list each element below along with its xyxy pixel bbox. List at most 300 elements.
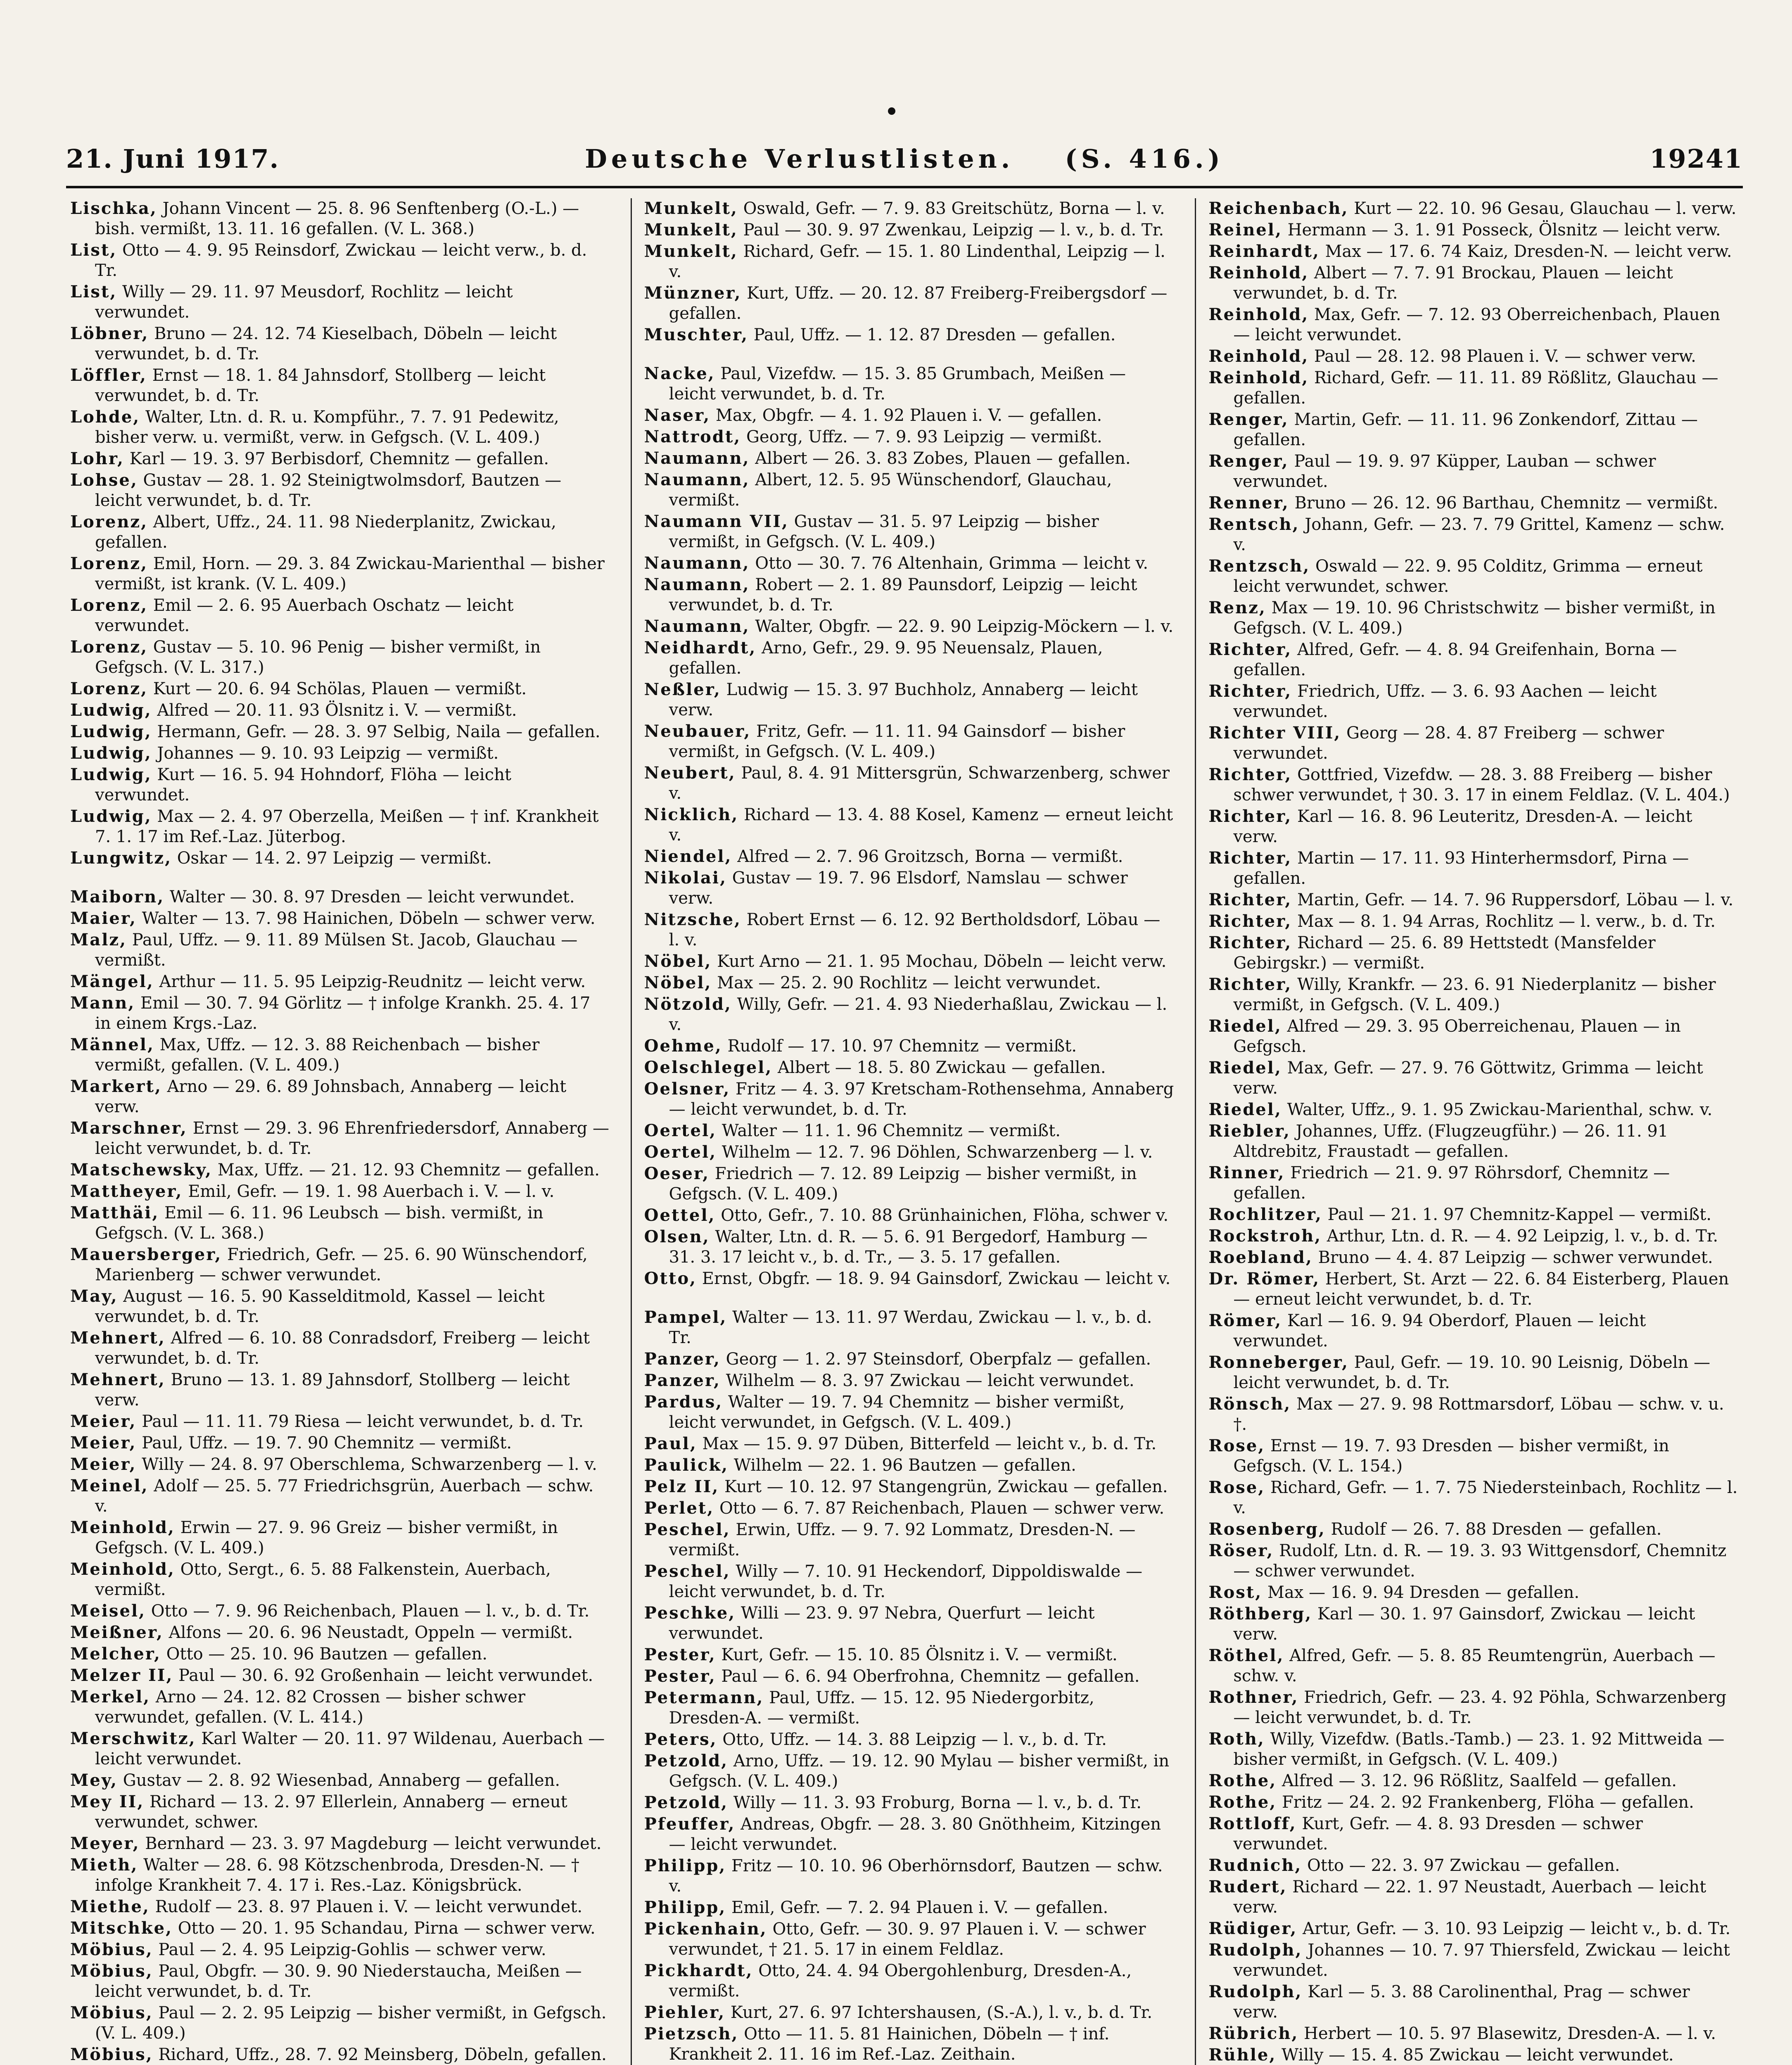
casualty-entry	[70, 743, 610, 764]
casualty-entry	[644, 1814, 1175, 1855]
casualty-entry	[1208, 556, 1739, 597]
casualty-entry	[1208, 1940, 1739, 1981]
casualty-entry	[644, 1961, 1175, 2001]
casualty-entry	[70, 1644, 610, 1664]
entry-surname: Meyer,	[70, 1834, 140, 1853]
entry-details: Erwin — 27. 9. 96 Greiz — bisher vermißt, in Gefgsch. (V. L. 409.)	[95, 1518, 558, 1557]
entry-surname: Panzer,	[644, 1371, 721, 1390]
entry-surname: Ludwig,	[70, 743, 152, 763]
casualty-entry	[1208, 263, 1739, 304]
issue-date: 21. Juni 1917.	[66, 144, 280, 174]
entry-surname: Mauersberger,	[70, 1245, 222, 1264]
entry-surname: Miethe,	[70, 1897, 150, 1916]
entry-details: Alfred — 20. 11. 93 Ölsnitz i. V. — vermißt.	[157, 701, 517, 720]
entry-surname: Meinel,	[70, 1476, 149, 1495]
entry-details: Willy — 29. 11. 97 Meusdorf, Rochlitz — leicht verwundet.	[95, 282, 513, 322]
casualty-entry	[644, 1227, 1175, 1267]
casualty-entry	[1208, 1982, 1739, 2022]
casualty-entry	[644, 1370, 1175, 1391]
entry-details: Artur, Gefr. — 3. 10. 93 Leipzig — leicht v., b. d. Tr.	[1303, 1919, 1731, 1938]
casualty-entry	[70, 1286, 610, 1327]
entry-details: Oskar — 14. 2. 97 Leipzig — vermißt.	[177, 849, 492, 868]
casualty-entry	[1208, 1269, 1739, 1310]
casualty-entry	[1208, 1604, 1739, 1645]
section-gap	[70, 869, 610, 887]
entry-surname: Männel,	[70, 1035, 154, 1054]
entry-details: Alfred — 3. 12. 96 Rößlitz, Saalfeld — gefallen.	[1282, 1771, 1677, 1790]
entry-details: Johannes, Uffz. (Flugzeugführ.) — 26. 11. 91 Altdrebitz, Fraustadt — gefallen.	[1233, 1122, 1669, 1161]
casualty-entry	[70, 1559, 610, 1600]
casualty-entry	[1208, 1855, 1739, 1876]
entry-surname: Oehme,	[644, 1036, 722, 1056]
casualty-entry	[644, 574, 1175, 615]
entry-surname: Riedel,	[1208, 1058, 1282, 1078]
entry-details: Kurt — 20. 6. 94 Schölas, Plauen — vermißt.	[153, 679, 527, 698]
entry-surname: Riebler,	[1208, 1121, 1291, 1141]
entry-details: Karl — 16. 8. 96 Leuteritz, Dresden-A. — leicht verw.	[1233, 807, 1692, 846]
entry-surname: Pelz II,	[644, 1477, 719, 1496]
casualty-entry	[70, 848, 610, 869]
casualty-entry	[70, 1411, 610, 1432]
entry-details: Willy — 7. 10. 91 Heckendorf, Dippoldiswalde — leicht verwundet, b. d. Tr.	[669, 1562, 1142, 1601]
casualty-entry	[644, 868, 1175, 909]
entry-surname: Reinhardt,	[1208, 242, 1320, 261]
entry-surname: Naumann,	[644, 553, 750, 573]
entry-surname: Ludwig,	[70, 807, 152, 826]
entry-surname: Riedel,	[1208, 1100, 1282, 1119]
entry-surname: Röser,	[1208, 1541, 1274, 1560]
casualty-entry	[70, 1792, 610, 1832]
entry-surname: Pester,	[644, 1645, 716, 1664]
entry-surname: Rockstroh,	[1208, 1226, 1322, 1246]
entry-details: Max, Obgfr. — 4. 1. 92 Plauen i. V. — gefallen.	[715, 406, 1102, 425]
entry-surname: Panzer,	[644, 1349, 721, 1369]
entry-surname: Neßler,	[644, 680, 721, 699]
entry-details: Paul — 19. 9. 97 Küpper, Lauban — schwer verwundet.	[1233, 452, 1656, 491]
entry-details: Kurt — 10. 12. 97 Stangengrün, Zwickau — gefallen.	[724, 1477, 1168, 1496]
entry-surname: Merschwitz,	[70, 1729, 196, 1748]
casualty-entry	[1208, 493, 1739, 513]
entry-details: Otto — 25. 10. 96 Bautzen — gefallen.	[166, 1645, 488, 1664]
entry-details: Willy — 15. 4. 85 Zwickau — leicht verwundet.	[1282, 2046, 1674, 2065]
entry-surname: Rönsch,	[1208, 1394, 1291, 1414]
casualty-entry	[1208, 2045, 1739, 2065]
entry-surname: Neubert,	[644, 763, 736, 783]
casualty-entry	[1208, 1121, 1739, 1162]
entry-details: Otto, 24. 4. 94 Obergohlenburg, Dresden-A., vermißt.	[669, 1961, 1132, 2001]
casualty-entry	[644, 1688, 1175, 1728]
casualty-entry	[1208, 1519, 1739, 1540]
entry-details: Bruno — 13. 1. 89 Jahnsdorf, Stollberg — leicht verw.	[95, 1370, 570, 1410]
casualty-entry	[644, 679, 1175, 720]
entry-details: Max — 27. 9. 98 Rottmarsdorf, Löbau — schw. v. u. †.	[1233, 1395, 1724, 1434]
entry-details: Otto, Gefr., 7. 10. 88 Grünhainichen, Flöha, schwer v.	[721, 1206, 1169, 1225]
casualty-entry	[644, 721, 1175, 762]
entry-surname: Renger,	[1208, 451, 1289, 471]
entry-details: Hermann — 3. 1. 91 Posseck, Ölsnitz — leicht verw.	[1287, 221, 1721, 240]
entry-surname: Naser,	[644, 406, 711, 425]
entry-details: Ernst — 29. 3. 96 Ehrenfriedersdorf, Annaberg — leicht verwundet, b. d. Tr.	[95, 1119, 609, 1158]
casualty-entry	[644, 1666, 1175, 1687]
entry-details: August — 16. 5. 90 Kasselditmold, Kassel — leicht verwundet, b. d. Tr.	[95, 1287, 545, 1326]
entry-details: Oswald — 22. 9. 95 Colditz, Grimma — erneut leicht verwundet, schwer.	[1233, 557, 1703, 596]
entry-surname: Pickenhain,	[644, 1919, 767, 1939]
casualty-entry	[644, 1645, 1175, 1665]
casualty-entry	[70, 1687, 610, 1728]
casualty-entry	[70, 971, 610, 992]
casualty-entry	[1208, 198, 1739, 219]
entry-surname: Ludwig,	[70, 700, 152, 720]
entry-details: Max — 16. 9. 94 Dresden — gefallen.	[1267, 1583, 1580, 1602]
casualty-entry	[1208, 1436, 1739, 1476]
entry-details: Herbert, St. Arzt — 22. 6. 84 Eisterberg, Plauen — erneut leicht verwundet, b. d. Tr.	[1233, 1270, 1729, 1309]
casualty-entry	[1208, 1792, 1739, 1813]
entry-surname: Richter,	[1208, 765, 1292, 784]
entry-surname: Oelsner,	[644, 1079, 731, 1099]
casualty-entry	[70, 1939, 610, 1960]
entry-details: Oswald, Gefr. — 7. 9. 83 Greitschütz, Borna — l. v.	[743, 199, 1165, 218]
casualty-entry	[644, 1729, 1175, 1750]
entry-surname: Röthel,	[1208, 1646, 1284, 1665]
casualty-entry	[644, 1163, 1175, 1204]
entry-details: Wilhelm — 8. 3. 97 Zwickau — leicht verwundet.	[726, 1371, 1135, 1390]
entry-surname: Maiborn,	[70, 887, 165, 907]
entry-details: Arthur — 11. 5. 95 Leipzig-Reudnitz — leicht verw.	[159, 972, 586, 991]
casualty-entry	[1208, 723, 1739, 764]
entry-details: Karl — 5. 3. 88 Carolinenthal, Prag — schwer verw.	[1233, 1982, 1690, 2022]
entry-details: Kurt, Gefr. — 4. 8. 93 Dresden — schwer verwundet.	[1233, 1814, 1643, 1854]
column-right	[1195, 198, 1743, 2065]
casualty-entry	[644, 1057, 1175, 1078]
entry-details: Kurt Arno — 21. 1. 95 Mochau, Döbeln — leicht verw.	[717, 952, 1167, 971]
entry-surname: Meier,	[70, 1412, 137, 1431]
entry-details: Johann Vincent — 25. 8. 96 Senftenberg (O.-L.) — bish. vermißt, 13. 11. 16 gefallen. (V. L. 368.)	[95, 199, 579, 238]
entry-surname: Petermann,	[644, 1688, 764, 1707]
entry-surname: Mitschke,	[70, 1918, 173, 1938]
casualty-entry	[644, 283, 1175, 324]
casualty-entry	[70, 1601, 610, 1621]
entry-surname: Reinhold,	[1208, 305, 1309, 324]
entry-details: Wilhelm — 22. 1. 96 Bautzen — gefallen.	[733, 1456, 1076, 1475]
entry-surname: Möbius,	[70, 2045, 153, 2064]
entry-details: Otto — 11. 5. 81 Hainichen, Döbeln — † inf. Krankheit 2. 11. 16 im Ref.-Laz. Zeithain.	[669, 2025, 1110, 2064]
entry-details: Ludwig — 15. 3. 97 Buchholz, Annaberg — leicht verw.	[669, 680, 1138, 719]
casualty-entry	[1208, 1099, 1739, 1120]
casualty-entry	[70, 1454, 610, 1475]
entry-details: Albert, Uffz., 24. 11. 98 Niederplanitz, Zwickau, gefallen.	[95, 513, 557, 552]
entry-details: Paul — 30. 6. 92 Großenhain — leicht verwundet.	[178, 1666, 593, 1685]
entry-surname: Marschner,	[70, 1118, 188, 1138]
entry-details: Emil — 6. 11. 96 Leubsch — bish. vermißt, in Gefgsch. (V. L. 368.)	[95, 1203, 544, 1243]
casualty-entry	[644, 1751, 1175, 1792]
entry-surname: Philipp,	[644, 1856, 726, 1875]
entry-surname: Löbner,	[70, 324, 149, 343]
entry-surname: Nattrodt,	[644, 427, 741, 446]
entry-surname: Rinner,	[1208, 1163, 1285, 1182]
page-header	[66, 136, 1743, 188]
entry-surname: Nikolai,	[644, 868, 727, 888]
casualty-entry	[70, 722, 610, 742]
entry-details: Alfred — 29. 3. 95 Oberreichenau, Plauen — in Gefgsch.	[1233, 1017, 1681, 1056]
entry-surname: Matschewsky,	[70, 1160, 213, 1180]
entry-surname: Matthäi,	[70, 1203, 159, 1222]
casualty-entry	[70, 449, 610, 469]
entry-surname: Rudolph,	[1208, 1982, 1303, 2001]
entry-surname: Oettel,	[644, 1206, 716, 1225]
casualty-entry	[644, 1498, 1175, 1519]
entry-surname: Reinel,	[1208, 220, 1282, 240]
entry-surname: Röthberg,	[1208, 1604, 1313, 1624]
entry-details: Max — 19. 10. 96 Christschwitz — bisher vermißt, in Gefgsch. (V. L. 409.)	[1233, 598, 1716, 638]
entry-surname: Richter,	[1208, 933, 1292, 952]
entry-surname: Renner,	[1208, 493, 1289, 513]
entry-details: Friedrich, Gefr. — 23. 4. 92 Pöhla, Schwarzenberg — leicht verwundet, b. d. Tr.	[1233, 1688, 1727, 1727]
casualty-entry	[70, 282, 610, 323]
casualty-entry	[70, 1160, 610, 1180]
entry-surname: Rentsch,	[1208, 515, 1300, 534]
entry-details: Bruno — 26. 12. 96 Barthau, Chemnitz — vermißt.	[1294, 494, 1718, 513]
entry-details: Albert — 26. 3. 83 Zobes, Plauen — gefallen.	[755, 449, 1131, 468]
casualty-entry	[1208, 1352, 1739, 1393]
entry-details: Georg — 28. 4. 87 Freiberg — schwer verwundet.	[1233, 724, 1664, 763]
entry-details: Wilhelm — 12. 7. 96 Döhlen, Schwarzenberg — l. v.	[722, 1143, 1153, 1162]
entry-details: Alfred, Gefr. — 4. 8. 94 Greifenhain, Borna — gefallen.	[1233, 640, 1677, 679]
casualty-entry	[70, 1770, 610, 1791]
page-number: 19241	[1650, 144, 1743, 174]
entry-surname: Mehnert,	[70, 1328, 166, 1348]
entry-details: Arno — 24. 12. 82 Crossen — bisher schwer verwundet, gefallen. (V. L. 414.)	[95, 1688, 526, 1727]
casualty-entry	[1208, 639, 1739, 680]
entry-surname: Pfeuffer,	[644, 1814, 736, 1834]
casualty-entry	[1208, 1204, 1739, 1225]
casualty-entry	[644, 846, 1175, 867]
entry-details: Gustav — 2. 8. 92 Wiesenbad, Annaberg — gefallen.	[123, 1771, 560, 1790]
casualty-entry	[644, 638, 1175, 679]
entry-surname: Petzold,	[644, 1751, 729, 1771]
entry-details: Max — 2. 4. 97 Oberzella, Meißen — † inf. Krankheit 7. 1. 17 im Ref.-Laz. Jüterbog.	[95, 807, 599, 846]
casualty-entry	[1208, 1394, 1739, 1435]
entry-surname: Rudolph,	[1208, 1940, 1303, 1960]
entry-surname: Pester,	[644, 1666, 716, 1686]
entry-details: Richard, Gefr. — 15. 1. 80 Lindenthal, Leipzig — l. v.	[669, 242, 1165, 281]
publication-title	[66, 144, 1743, 174]
entry-surname: Piehler,	[644, 2003, 726, 2022]
entry-surname: Mey II,	[70, 1792, 145, 1811]
entry-details: Emil, Gefr. — 19. 1. 98 Auerbach i. V. — l. v.	[188, 1182, 555, 1201]
casualty-entry	[644, 1603, 1175, 1644]
casualty-entry	[1208, 1016, 1739, 1057]
casualty-entry	[70, 553, 610, 594]
casualty-entry	[1208, 304, 1739, 345]
entry-details: Karl Walter — 20. 11. 97 Wildenau, Auerbach — leicht verwundet.	[95, 1729, 605, 1768]
entry-details: Willy, Gefr. — 21. 4. 93 Niederhaßlau, Zwickau — l. v.	[669, 995, 1168, 1034]
entry-details: Richard, Uffz., 28. 7. 92 Meinsberg, Döbeln, gefallen.	[158, 2045, 607, 2064]
entry-surname: Oertel,	[644, 1121, 717, 1140]
entry-details: Alfred, Gefr. — 5. 8. 85 Reumtengrün, Auerbach — schw. v.	[1233, 1646, 1716, 1685]
entry-surname: Peschel,	[644, 1520, 731, 1539]
entry-details: Walter — 19. 7. 94 Chemnitz — bisher vermißt, leicht verwundet, in Gefgsch. (V. L. 409.)	[669, 1393, 1125, 1432]
entry-surname: Meier,	[70, 1433, 137, 1453]
casualty-entry	[70, 595, 610, 636]
entry-details: Rudolf, Ltn. d. R. — 19. 3. 93 Wittgensdorf, Chemnitz — schwer verwundet.	[1233, 1541, 1727, 1581]
entry-details: Walter — 13. 11. 97 Werdau, Zwickau — l. v., b. d. Tr.	[669, 1308, 1152, 1347]
entry-details: Otto — 30. 7. 76 Altenhain, Grimma — leicht v.	[755, 554, 1149, 573]
entry-surname: Rosenberg,	[1208, 1519, 1326, 1539]
casualty-entry	[70, 1855, 610, 1896]
casualty-entry	[644, 2024, 1175, 2065]
entry-details: Rudolf — 26. 7. 88 Dresden — gefallen.	[1331, 1520, 1662, 1539]
entry-surname: Möbius,	[70, 1961, 153, 1981]
casualty-entry	[644, 1079, 1175, 1120]
casualty-entry	[1208, 681, 1739, 722]
entry-surname: Richter,	[1208, 640, 1292, 659]
casualty-entry	[644, 1120, 1175, 1141]
entry-surname: May,	[70, 1286, 118, 1306]
casualty-entry	[1208, 1645, 1739, 1686]
entry-surname: Munkelt,	[644, 199, 738, 218]
entry-surname: Lorenz,	[70, 512, 148, 532]
entry-details: Paul, Gefr. — 19. 10. 90 Leisnig, Döbeln — leicht verwundet, b. d. Tr.	[1233, 1353, 1710, 1392]
entry-details: Albert — 7. 7. 91 Brockau, Plauen — leicht verwundet, b. d. Tr.	[1233, 263, 1673, 303]
entry-surname: Philipp,	[644, 1898, 726, 1917]
entry-details: Hermann, Gefr. — 28. 3. 97 Selbig, Naila — gefallen.	[157, 722, 600, 741]
entry-details: Arno — 29. 6. 89 Johnsbach, Annaberg — leicht verw.	[95, 1077, 567, 1116]
entry-surname: Muschter,	[644, 325, 748, 344]
entry-details: Adolf — 25. 5. 77 Friedrichsgrün, Auerbach — schw. v.	[95, 1476, 594, 1516]
entry-details: Richard, Gefr. — 1. 7. 75 Niedersteinbach, Rochlitz — l. v.	[1233, 1478, 1738, 1517]
entry-surname: Nöbel,	[644, 952, 712, 971]
entry-surname: Rudnich,	[1208, 1856, 1302, 1875]
casualty-entry	[70, 700, 610, 721]
entry-details: Paul, Vizefdw. — 15. 3. 85 Grumbach, Meißen — leicht verwundet, b. d. Tr.	[669, 364, 1126, 404]
entry-surname: Lorenz,	[70, 596, 148, 615]
entry-details: Kurt, Gefr. — 15. 10. 85 Ölsnitz i. V. — vermißt.	[721, 1645, 1118, 1664]
entry-surname: List,	[70, 240, 117, 260]
casualty-entry	[70, 1517, 610, 1558]
entry-details: Paul, Uffz. — 9. 11. 89 Mülsen St. Jacob, Glauchau — vermißt.	[95, 930, 578, 970]
entry-details: Johannes — 9. 10. 93 Leipzig — vermißt.	[157, 744, 499, 763]
entry-details: Emil — 2. 6. 95 Auerbach Oschatz — leicht verwundet.	[95, 596, 514, 635]
entry-details: Arno, Gefr., 29. 9. 95 Neuensalz, Plauen, gefallen.	[669, 638, 1103, 678]
casualty-entry	[644, 363, 1175, 404]
casualty-entry	[644, 1434, 1175, 1454]
entry-surname: Mieth,	[70, 1855, 138, 1875]
entry-surname: Richter,	[1208, 848, 1292, 868]
entry-details: Martin, Gefr. — 14. 7. 96 Ruppersdorf, Löbau — l. v.	[1297, 890, 1734, 909]
entry-surname: Rochlitzer,	[1208, 1205, 1322, 1224]
entry-details: Karl — 30. 1. 97 Gainsdorf, Zwickau — leicht verw.	[1233, 1605, 1695, 1644]
entry-surname: Lohse,	[70, 470, 138, 490]
casualty-entry	[1208, 220, 1739, 240]
entry-surname: Meisel,	[70, 1601, 146, 1621]
entry-details: Walter — 28. 6. 98 Kötzschenbroda, Dresden-N. — † infolge Krankheit 7. 4. 17 i. Res.-Laz. Königsbrück.	[95, 1856, 579, 1895]
casualty-entry	[644, 220, 1175, 240]
entry-surname: Peters,	[644, 1730, 717, 1749]
entry-surname: Reinhold,	[1208, 368, 1309, 387]
casualty-entry	[1208, 2023, 1739, 2044]
entry-surname: Rost,	[1208, 1583, 1263, 1602]
entry-surname: Nicklich,	[644, 805, 739, 824]
entry-details: Friedrich, Uffz. — 3. 6. 93 Aachen — leicht verwundet.	[1233, 682, 1657, 721]
casualty-entry	[70, 1833, 610, 1854]
entry-details: Max — 17. 6. 74 Kaiz, Dresden-N. — leicht verw.	[1325, 242, 1732, 261]
entry-details: Kurt — 16. 5. 94 Hohndorf, Flöha — leicht verwundet.	[95, 765, 511, 805]
entry-surname: Pampel,	[644, 1308, 727, 1327]
entry-surname: Richter,	[1208, 807, 1292, 826]
entry-surname: Rose,	[1208, 1478, 1265, 1497]
casualty-entry	[644, 1455, 1175, 1476]
entry-surname: Mehnert,	[70, 1370, 166, 1389]
entry-surname: Reinhold,	[1208, 263, 1309, 282]
entry-surname: Paul,	[644, 1434, 697, 1453]
entry-surname: Oelschlegel,	[644, 1058, 773, 1077]
entry-details: Paul, Obgfr. — 30. 9. 90 Niederstaucha, Meißen — leicht verwundet, b. d. Tr.	[95, 1962, 582, 2001]
entry-details: Alfred — 6. 10. 88 Conradsdorf, Freiberg — leicht verwundet, b. d. Tr.	[95, 1329, 590, 1368]
entry-details: Arno, Uffz. — 19. 12. 90 Mylau — bisher vermißt, in Gefgsch. (V. L. 409.)	[669, 1752, 1170, 1791]
casualty-entry	[70, 2044, 610, 2065]
entry-details: Gustav — 5. 10. 96 Penig — bisher vermißt, in Gefgsch. (V. L. 317.)	[95, 638, 541, 677]
entry-details: Bruno — 4. 4. 87 Leipzig — schwer verwundet.	[1318, 1248, 1713, 1267]
entry-surname: Lorenz,	[70, 679, 148, 698]
casualty-entry	[1208, 514, 1739, 555]
casualty-entry	[1208, 1729, 1739, 1770]
casualty-entry	[1208, 1918, 1739, 1939]
entry-details: Otto — 22. 3. 97 Zwickau — gefallen.	[1307, 1856, 1620, 1875]
casualty-entry	[70, 1244, 610, 1285]
entry-details: Georg — 1. 2. 97 Steinsdorf, Oberpfalz — gefallen.	[726, 1350, 1151, 1369]
casualty-entry	[1208, 346, 1739, 367]
entry-details: Otto — 4. 9. 95 Reinsdorf, Zwickau — leicht verw., b. d. Tr.	[95, 241, 587, 280]
casualty-entry	[70, 930, 610, 971]
entry-details: Gustav — 31. 5. 97 Leipzig — bisher vermißt, in Gefgsch. (V. L. 409.)	[669, 512, 1099, 551]
entry-details: Otto, Gefr. — 30. 9. 97 Plauen i. V. — schwer verwundet, † 21. 5. 17 in einem Feldlaz.	[669, 1920, 1146, 1959]
entry-surname: Mann,	[70, 993, 135, 1013]
entry-surname: Renz,	[1208, 598, 1266, 617]
casualty-entry	[70, 365, 610, 406]
entry-details: Otto, Uffz. — 14. 3. 88 Leipzig — l. v., b. d. Tr.	[722, 1730, 1107, 1749]
casualty-entry	[70, 1476, 610, 1517]
casualty-entry	[1208, 1226, 1739, 1246]
entry-details: Ernst — 18. 1. 84 Jahnsdorf, Stollberg — leicht verwundet, b. d. Tr.	[95, 366, 546, 405]
entry-surname: Naumann VII,	[644, 512, 789, 531]
entry-surname: List,	[70, 282, 117, 301]
entry-details: Richard — 13. 2. 97 Ellerlein, Annaberg — erneut verwundet, schwer.	[95, 1792, 567, 1832]
entry-details: Friedrich — 7. 12. 89 Leipzig — bisher vermißt, in Gefgsch. (V. L. 409.)	[669, 1164, 1137, 1203]
entry-surname: Mängel,	[70, 972, 154, 991]
casualty-entry	[644, 805, 1175, 845]
casualty-entry	[644, 553, 1175, 574]
entry-surname: Rose,	[1208, 1436, 1265, 1455]
entry-details: Otto, Sergt., 6. 5. 88 Falkenstein, Auerbach, vermißt.	[95, 1560, 551, 1599]
entry-details: Paul — 30. 9. 97 Zwenkau, Leipzig — l. v., b. d. Tr.	[743, 221, 1164, 240]
entry-surname: Römer,	[1208, 1311, 1282, 1330]
column-left	[66, 198, 614, 2065]
entry-surname: Pietzsch,	[644, 2024, 739, 2044]
casualty-entry	[644, 1349, 1175, 1370]
casualty-entry	[70, 240, 610, 281]
entry-details: Walter, Ltn. d. R. u. Kompführ., 7. 7. 91 Pedewitz, bisher verw. u. vermißt, verw. in Gefgsch. (V. L. 409.)	[95, 408, 559, 447]
casualty-entry	[644, 448, 1175, 469]
entry-details: Ernst — 19. 7. 93 Dresden — bisher vermißt, in Gefgsch. (V. L. 154.)	[1233, 1436, 1669, 1476]
entry-details: Ernst, Obgfr. — 18. 9. 94 Gainsdorf, Zwickau — leicht v.	[702, 1269, 1171, 1288]
entry-details: Alfred — 2. 7. 96 Groitzsch, Borna — vermißt.	[737, 847, 1123, 866]
entry-surname: Renger,	[1208, 410, 1289, 429]
casualty-entry	[70, 1665, 610, 1686]
casualty-entry	[644, 1036, 1175, 1056]
section-gap	[644, 346, 1175, 363]
entry-surname: Lorenz,	[70, 554, 148, 573]
casualty-entry	[1208, 241, 1739, 262]
